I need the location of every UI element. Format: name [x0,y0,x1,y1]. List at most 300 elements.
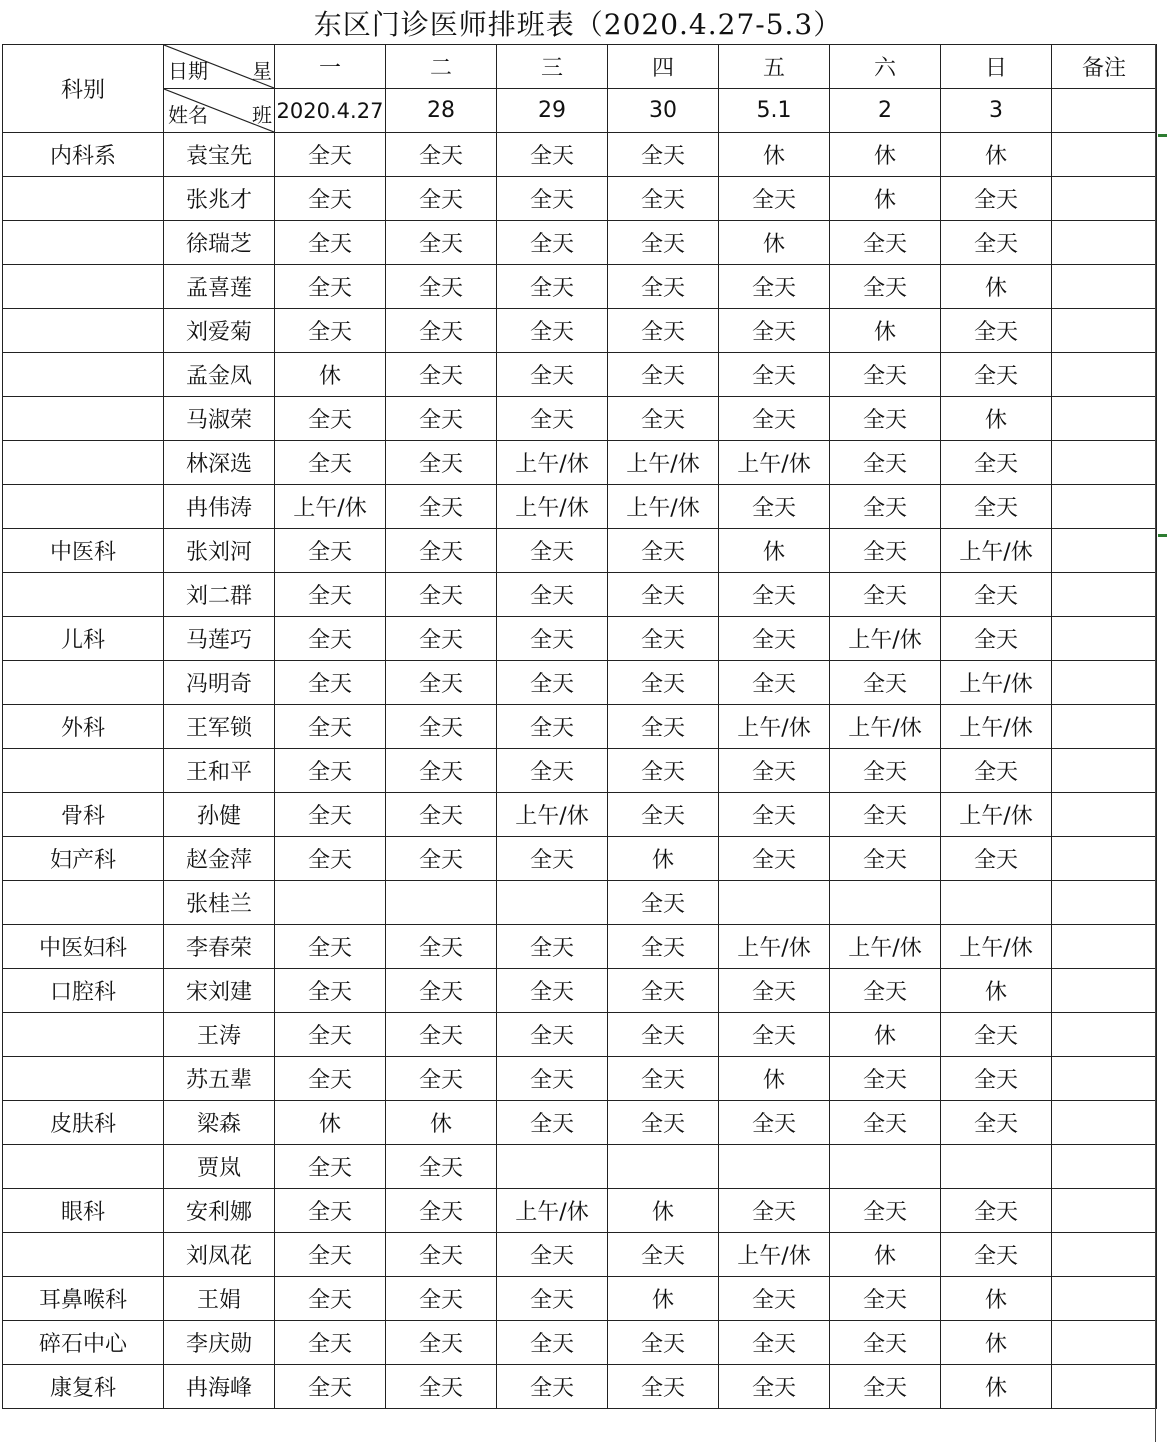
shift-cell-mon: 全天 [275,793,386,837]
shift-cell-thu: 全天 [608,793,719,837]
remarks-cell [1052,485,1157,529]
shift-cell-mon: 全天 [275,397,386,441]
dept-name: 碎石中心 [38,1332,127,1357]
shift-cell-fri: 全天 [719,617,830,661]
shift-cell-sat: 全天 [830,353,941,397]
doctor-name: 王和平 [164,749,275,793]
shift-cell-tue: 全天 [386,353,497,397]
weekday-thu: 四 [608,45,719,89]
weekday-tue: 二 [386,45,497,89]
shift-cell-sun: 上午/休 [941,705,1052,749]
dept-cell [3,1365,164,1409]
shift-cell-sun: 全天 [941,1057,1052,1101]
remarks-cell [1052,1277,1157,1321]
shift-cell-fri: 全天 [719,1321,830,1365]
doctor-name: 梁森 [164,1101,275,1145]
weekday-label: 星 [252,59,272,83]
shift-cell-wed: 全天 [497,529,608,573]
date-fri: 5.1 [719,89,830,133]
shift-cell-sun: 全天 [941,353,1052,397]
remarks-cell [1052,881,1157,925]
shift-cell-fri: 上午/休 [719,441,830,485]
shift-cell-wed: 全天 [497,573,608,617]
shift-cell-wed: 上午/休 [497,485,608,529]
shift-cell-sat: 全天 [830,1057,941,1101]
shift-cell-sun: 全天 [941,309,1052,353]
shift-cell-sun: 休 [941,969,1052,1013]
table-row [3,265,1157,309]
shift-cell-mon: 全天 [275,177,386,221]
header-row-weekday [3,45,1157,89]
remarks-cell [1052,353,1157,397]
shift-cell-fri: 全天 [719,1365,830,1409]
remarks-date-cell [1052,89,1157,133]
doctor-name: 贾岚 [164,1145,275,1189]
shift-cell-mon: 全天 [275,1365,386,1409]
doctor-name: 李春荣 [164,925,275,969]
shift-cell-sat: 上午/休 [830,705,941,749]
shift-cell-sun: 全天 [941,1233,1052,1277]
shift-cell-thu: 全天 [608,969,719,1013]
shift-cell-sat: 休 [830,1013,941,1057]
shift-cell-sun: 休 [941,1321,1052,1365]
shift-cell-tue: 全天 [386,441,497,485]
table-row [3,177,1157,221]
shift-cell-tue: 全天 [386,1365,497,1409]
shift-cell-mon: 全天 [275,529,386,573]
shift-cell-sun: 上午/休 [941,529,1052,573]
shift-cell-sat: 休 [830,309,941,353]
remarks-cell [1052,177,1157,221]
shift-cell-sat: 全天 [830,749,941,793]
shift-cell-sun: 休 [941,133,1052,177]
remarks-cell [1052,1145,1157,1189]
remarks-cell [1052,969,1157,1013]
name-label: 姓名 [168,103,208,127]
shift-cell-fri: 休 [719,1057,830,1101]
remarks-cell [1052,705,1157,749]
shift-cell-fri: 全天 [719,837,830,881]
shift-cell-tue [386,881,497,925]
dept-cell [3,661,164,705]
shift-cell-tue: 全天 [386,1233,497,1277]
shift-cell-mon: 全天 [275,1013,386,1057]
dept-cell [3,133,164,177]
doctor-name: 马莲巧 [164,617,275,661]
shift-cell-sun: 全天 [941,749,1052,793]
doctor-name: 王娟 [164,1277,275,1321]
dept-name: 皮肤科 [49,1112,116,1137]
shift-cell-thu [608,1145,719,1189]
shift-cell-tue: 全天 [386,573,497,617]
shift-cell-mon: 全天 [275,661,386,705]
shift-cell-wed [497,1145,608,1189]
schedule-table [2,44,1157,1409]
shift-cell-sat: 上午/休 [830,617,941,661]
weekday-sun: 日 [941,45,1052,89]
shift-cell-sat: 上午/休 [830,925,941,969]
dept-cell [3,1189,164,1233]
shift-cell-tue: 全天 [386,925,497,969]
table-row [3,1013,1157,1057]
dept-cell [3,881,164,925]
remarks-cell [1052,1101,1157,1145]
dept-cell [3,265,164,309]
shift-cell-mon: 全天 [275,1277,386,1321]
doctor-name: 孟金凤 [164,353,275,397]
table-row [3,617,1157,661]
shift-cell-sat: 全天 [830,1277,941,1321]
dept-name: 内科系 [49,144,116,169]
shift-cell-mon: 全天 [275,837,386,881]
remarks-cell [1052,837,1157,881]
shift-cell-thu: 全天 [608,1101,719,1145]
dept-name: 口腔科 [49,980,116,1005]
sheet-edge-rule [1155,44,1156,1442]
doctor-name: 袁宝先 [164,133,275,177]
shift-cell-fri [719,881,830,925]
shift-cell-wed: 上午/休 [497,1189,608,1233]
shift-cell-tue: 全天 [386,969,497,1013]
shift-cell-fri: 全天 [719,485,830,529]
remarks-header: 备注 [1052,45,1157,89]
shift-cell-mon: 全天 [275,133,386,177]
date-wed: 29 [497,89,608,133]
shift-cell-tue: 全天 [386,265,497,309]
shift-cell-mon: 全天 [275,265,386,309]
doctor-name: 孙健 [164,793,275,837]
remarks-cell [1052,573,1157,617]
shift-cell-tue: 全天 [386,1321,497,1365]
shift-cell-thu: 休 [608,837,719,881]
shift-cell-sun: 上午/休 [941,925,1052,969]
table-row [3,705,1157,749]
shift-cell-sat [830,881,941,925]
shift-cell-mon: 上午/休 [275,485,386,529]
shift-cell-wed: 全天 [497,1277,608,1321]
header-row-date [3,89,1157,133]
remarks-cell [1052,661,1157,705]
shift-cell-sun: 全天 [941,617,1052,661]
shift-cell-sat: 全天 [830,969,941,1013]
dept-name: 妇产科 [49,848,116,873]
doctor-name: 宋刘建 [164,969,275,1013]
shift-cell-mon: 休 [275,1101,386,1145]
shift-cell-tue: 全天 [386,485,497,529]
shift-cell-thu: 全天 [608,1321,719,1365]
weekday-fri: 五 [719,45,830,89]
table-row [3,881,1157,925]
shift-cell-mon [275,881,386,925]
shift-cell-thu: 休 [608,1189,719,1233]
shift-cell-sat: 休 [830,1233,941,1277]
table-row [3,1277,1157,1321]
dept-name: 骨科 [60,804,105,829]
date-sun: 3 [941,89,1052,133]
table-row [3,1233,1157,1277]
shift-cell-tue: 全天 [386,133,497,177]
shift-cell-thu: 休 [608,1277,719,1321]
shift-cell-wed: 全天 [497,925,608,969]
doctor-name: 孟喜莲 [164,265,275,309]
shift-cell-wed: 全天 [497,1101,608,1145]
shift-cell-mon: 全天 [275,925,386,969]
dept-name: 中医科 [49,540,116,565]
dept-cell [3,969,164,1013]
dept-cell [3,705,164,749]
cell-comment-marker [1158,534,1167,537]
shift-cell-sun: 上午/休 [941,793,1052,837]
remarks-cell [1052,1365,1157,1409]
shift-cell-thu: 全天 [608,1057,719,1101]
dept-cell [3,1145,164,1189]
shift-cell-tue: 全天 [386,177,497,221]
shift-cell-sat: 全天 [830,397,941,441]
shift-cell-fri: 全天 [719,1101,830,1145]
doctor-name: 徐瑞芝 [164,221,275,265]
shift-cell-fri: 全天 [719,969,830,1013]
table-row [3,309,1157,353]
shift-cell-wed: 全天 [497,1365,608,1409]
remarks-cell [1052,749,1157,793]
cell-comment-marker [1158,134,1167,137]
date-mon: 2020.4.27 [275,89,386,133]
shift-cell-sat: 全天 [830,1365,941,1409]
shift-cell-wed: 全天 [497,221,608,265]
shift-cell-tue: 全天 [386,1189,497,1233]
dept-cell [3,1233,164,1277]
table-row [3,749,1157,793]
dept-cell [3,1277,164,1321]
shift-cell-sun [941,1145,1052,1189]
shift-cell-sat [830,1145,941,1189]
remarks-cell [1052,1233,1157,1277]
dept-cell [3,221,164,265]
dept-cell [3,1057,164,1101]
shift-cell-tue: 全天 [386,397,497,441]
remarks-cell [1052,529,1157,573]
shift-cell-tue: 全天 [386,1145,497,1189]
shift-cell-mon: 全天 [275,1321,386,1365]
dept-cell [3,749,164,793]
shift-cell-thu: 全天 [608,661,719,705]
remarks-cell [1052,1189,1157,1233]
table-row [3,1365,1157,1409]
shift-cell-mon: 全天 [275,1057,386,1101]
shift-cell-fri: 上午/休 [719,1233,830,1277]
shift-cell-sun [941,881,1052,925]
dept-cell [3,485,164,529]
doctor-name: 马淑荣 [164,397,275,441]
table-row [3,1145,1157,1189]
shift-cell-tue: 全天 [386,617,497,661]
table-row [3,485,1157,529]
date-sat: 2 [830,89,941,133]
shift-cell-sat: 全天 [830,529,941,573]
shift-cell-fri: 休 [719,133,830,177]
dept-cell [3,1013,164,1057]
weekday-mon: 一 [275,45,386,89]
shift-cell-tue: 全天 [386,221,497,265]
shift-cell-fri: 全天 [719,1189,830,1233]
shift-cell-sat: 休 [830,133,941,177]
table-row [3,133,1157,177]
shift-cell-thu: 全天 [608,573,719,617]
shift-cell-fri: 休 [719,221,830,265]
shift-label: 班 [252,103,272,127]
shift-cell-wed: 全天 [497,397,608,441]
shift-cell-tue: 全天 [386,837,497,881]
table-row [3,837,1157,881]
shift-cell-sat: 全天 [830,221,941,265]
shift-cell-wed [497,881,608,925]
dept-cell [3,441,164,485]
shift-cell-thu: 全天 [608,705,719,749]
remarks-cell [1052,925,1157,969]
shift-cell-thu: 全天 [608,221,719,265]
remarks-cell [1052,265,1157,309]
doctor-name: 安利娜 [164,1189,275,1233]
shift-cell-tue: 全天 [386,529,497,573]
dept-cell [3,397,164,441]
doctor-name: 王涛 [164,1013,275,1057]
shift-cell-thu: 全天 [608,1233,719,1277]
doctor-name: 冉海峰 [164,1365,275,1409]
shift-cell-mon: 休 [275,353,386,397]
doctor-name: 赵金萍 [164,837,275,881]
shift-cell-tue: 全天 [386,1277,497,1321]
shift-cell-tue: 全天 [386,309,497,353]
shift-cell-tue: 全天 [386,661,497,705]
shift-cell-sun: 休 [941,1277,1052,1321]
dept-cell [3,573,164,617]
shift-cell-sat: 全天 [830,1321,941,1365]
remarks-cell [1052,221,1157,265]
shift-cell-thu: 全天 [608,1013,719,1057]
shift-cell-wed: 全天 [497,353,608,397]
weekday-wed: 三 [497,45,608,89]
shift-cell-thu: 全天 [608,397,719,441]
table-row [3,529,1157,573]
doctor-name: 冉伟涛 [164,485,275,529]
shift-cell-sun: 全天 [941,485,1052,529]
shift-cell-wed: 全天 [497,177,608,221]
shift-cell-thu: 全天 [608,925,719,969]
dept-cell [3,309,164,353]
shift-cell-tue: 全天 [386,1057,497,1101]
table-row [3,221,1157,265]
table-row [3,573,1157,617]
date-tue: 28 [386,89,497,133]
shift-cell-sat: 全天 [830,837,941,881]
table-row [3,397,1157,441]
shift-cell-mon: 全天 [275,573,386,617]
shift-cell-wed: 全天 [497,705,608,749]
doctor-name: 冯明奇 [164,661,275,705]
shift-cell-fri [719,1145,830,1189]
shift-cell-mon: 全天 [275,749,386,793]
dept-name: 外科 [60,716,105,741]
weekday-sat: 六 [830,45,941,89]
shift-cell-wed: 上午/休 [497,793,608,837]
dept-cell [3,1321,164,1365]
shift-cell-mon: 全天 [275,705,386,749]
shift-cell-sun: 全天 [941,221,1052,265]
shift-cell-thu: 全天 [608,309,719,353]
shift-cell-sun: 全天 [941,1101,1052,1145]
table-row [3,1321,1157,1365]
doctor-name: 张桂兰 [164,881,275,925]
table-row [3,1189,1157,1233]
shift-cell-mon: 全天 [275,1233,386,1277]
table-row [3,353,1157,397]
table-row [3,969,1157,1013]
doctor-name: 王军锁 [164,705,275,749]
shift-cell-tue: 全天 [386,1013,497,1057]
doctor-name: 苏五辈 [164,1057,275,1101]
shift-cell-fri: 休 [719,529,830,573]
dept-name: 儿科 [60,628,105,653]
shift-cell-mon: 全天 [275,309,386,353]
dept-name: 耳鼻喉科 [38,1288,127,1313]
dept-cell [3,1101,164,1145]
shift-cell-tue: 休 [386,1101,497,1145]
shift-cell-thu: 全天 [608,617,719,661]
remarks-cell [1052,441,1157,485]
shift-cell-fri: 全天 [719,573,830,617]
dept-name: 中医妇科 [38,936,127,961]
shift-cell-thu: 全天 [608,1365,719,1409]
shift-cell-wed: 全天 [497,969,608,1013]
remarks-cell [1052,309,1157,353]
shift-cell-sat: 全天 [830,1101,941,1145]
shift-cell-tue: 全天 [386,705,497,749]
shift-cell-sat: 全天 [830,1189,941,1233]
shift-cell-wed: 全天 [497,617,608,661]
shift-cell-wed: 全天 [497,1233,608,1277]
shift-cell-sun: 休 [941,1365,1052,1409]
remarks-cell [1052,133,1157,177]
shift-cell-sat: 全天 [830,661,941,705]
remarks-cell [1052,1057,1157,1101]
schedule-title: 东区门诊医师排班表（2020.4.27-5.3） [313,8,843,41]
dept-cell [3,837,164,881]
doctor-name: 张兆才 [164,177,275,221]
shift-cell-mon: 全天 [275,617,386,661]
shift-cell-thu: 全天 [608,353,719,397]
table-row [3,793,1157,837]
shift-cell-sat: 全天 [830,265,941,309]
shift-cell-sun: 全天 [941,573,1052,617]
shift-cell-fri: 全天 [719,309,830,353]
shift-cell-fri: 全天 [719,793,830,837]
remarks-cell [1052,1321,1157,1365]
table-row [3,661,1157,705]
doctor-name: 张刘河 [164,529,275,573]
shift-cell-wed: 全天 [497,1013,608,1057]
shift-cell-sun: 全天 [941,1013,1052,1057]
shift-cell-sat: 全天 [830,441,941,485]
remarks-cell [1052,397,1157,441]
shift-cell-thu: 全天 [608,749,719,793]
shift-cell-thu: 上午/休 [608,485,719,529]
shift-cell-fri: 上午/休 [719,925,830,969]
table-row [3,1057,1157,1101]
doctor-name: 李庆勋 [164,1321,275,1365]
shift-cell-thu: 全天 [608,529,719,573]
shift-cell-fri: 全天 [719,397,830,441]
dept-cell [3,793,164,837]
